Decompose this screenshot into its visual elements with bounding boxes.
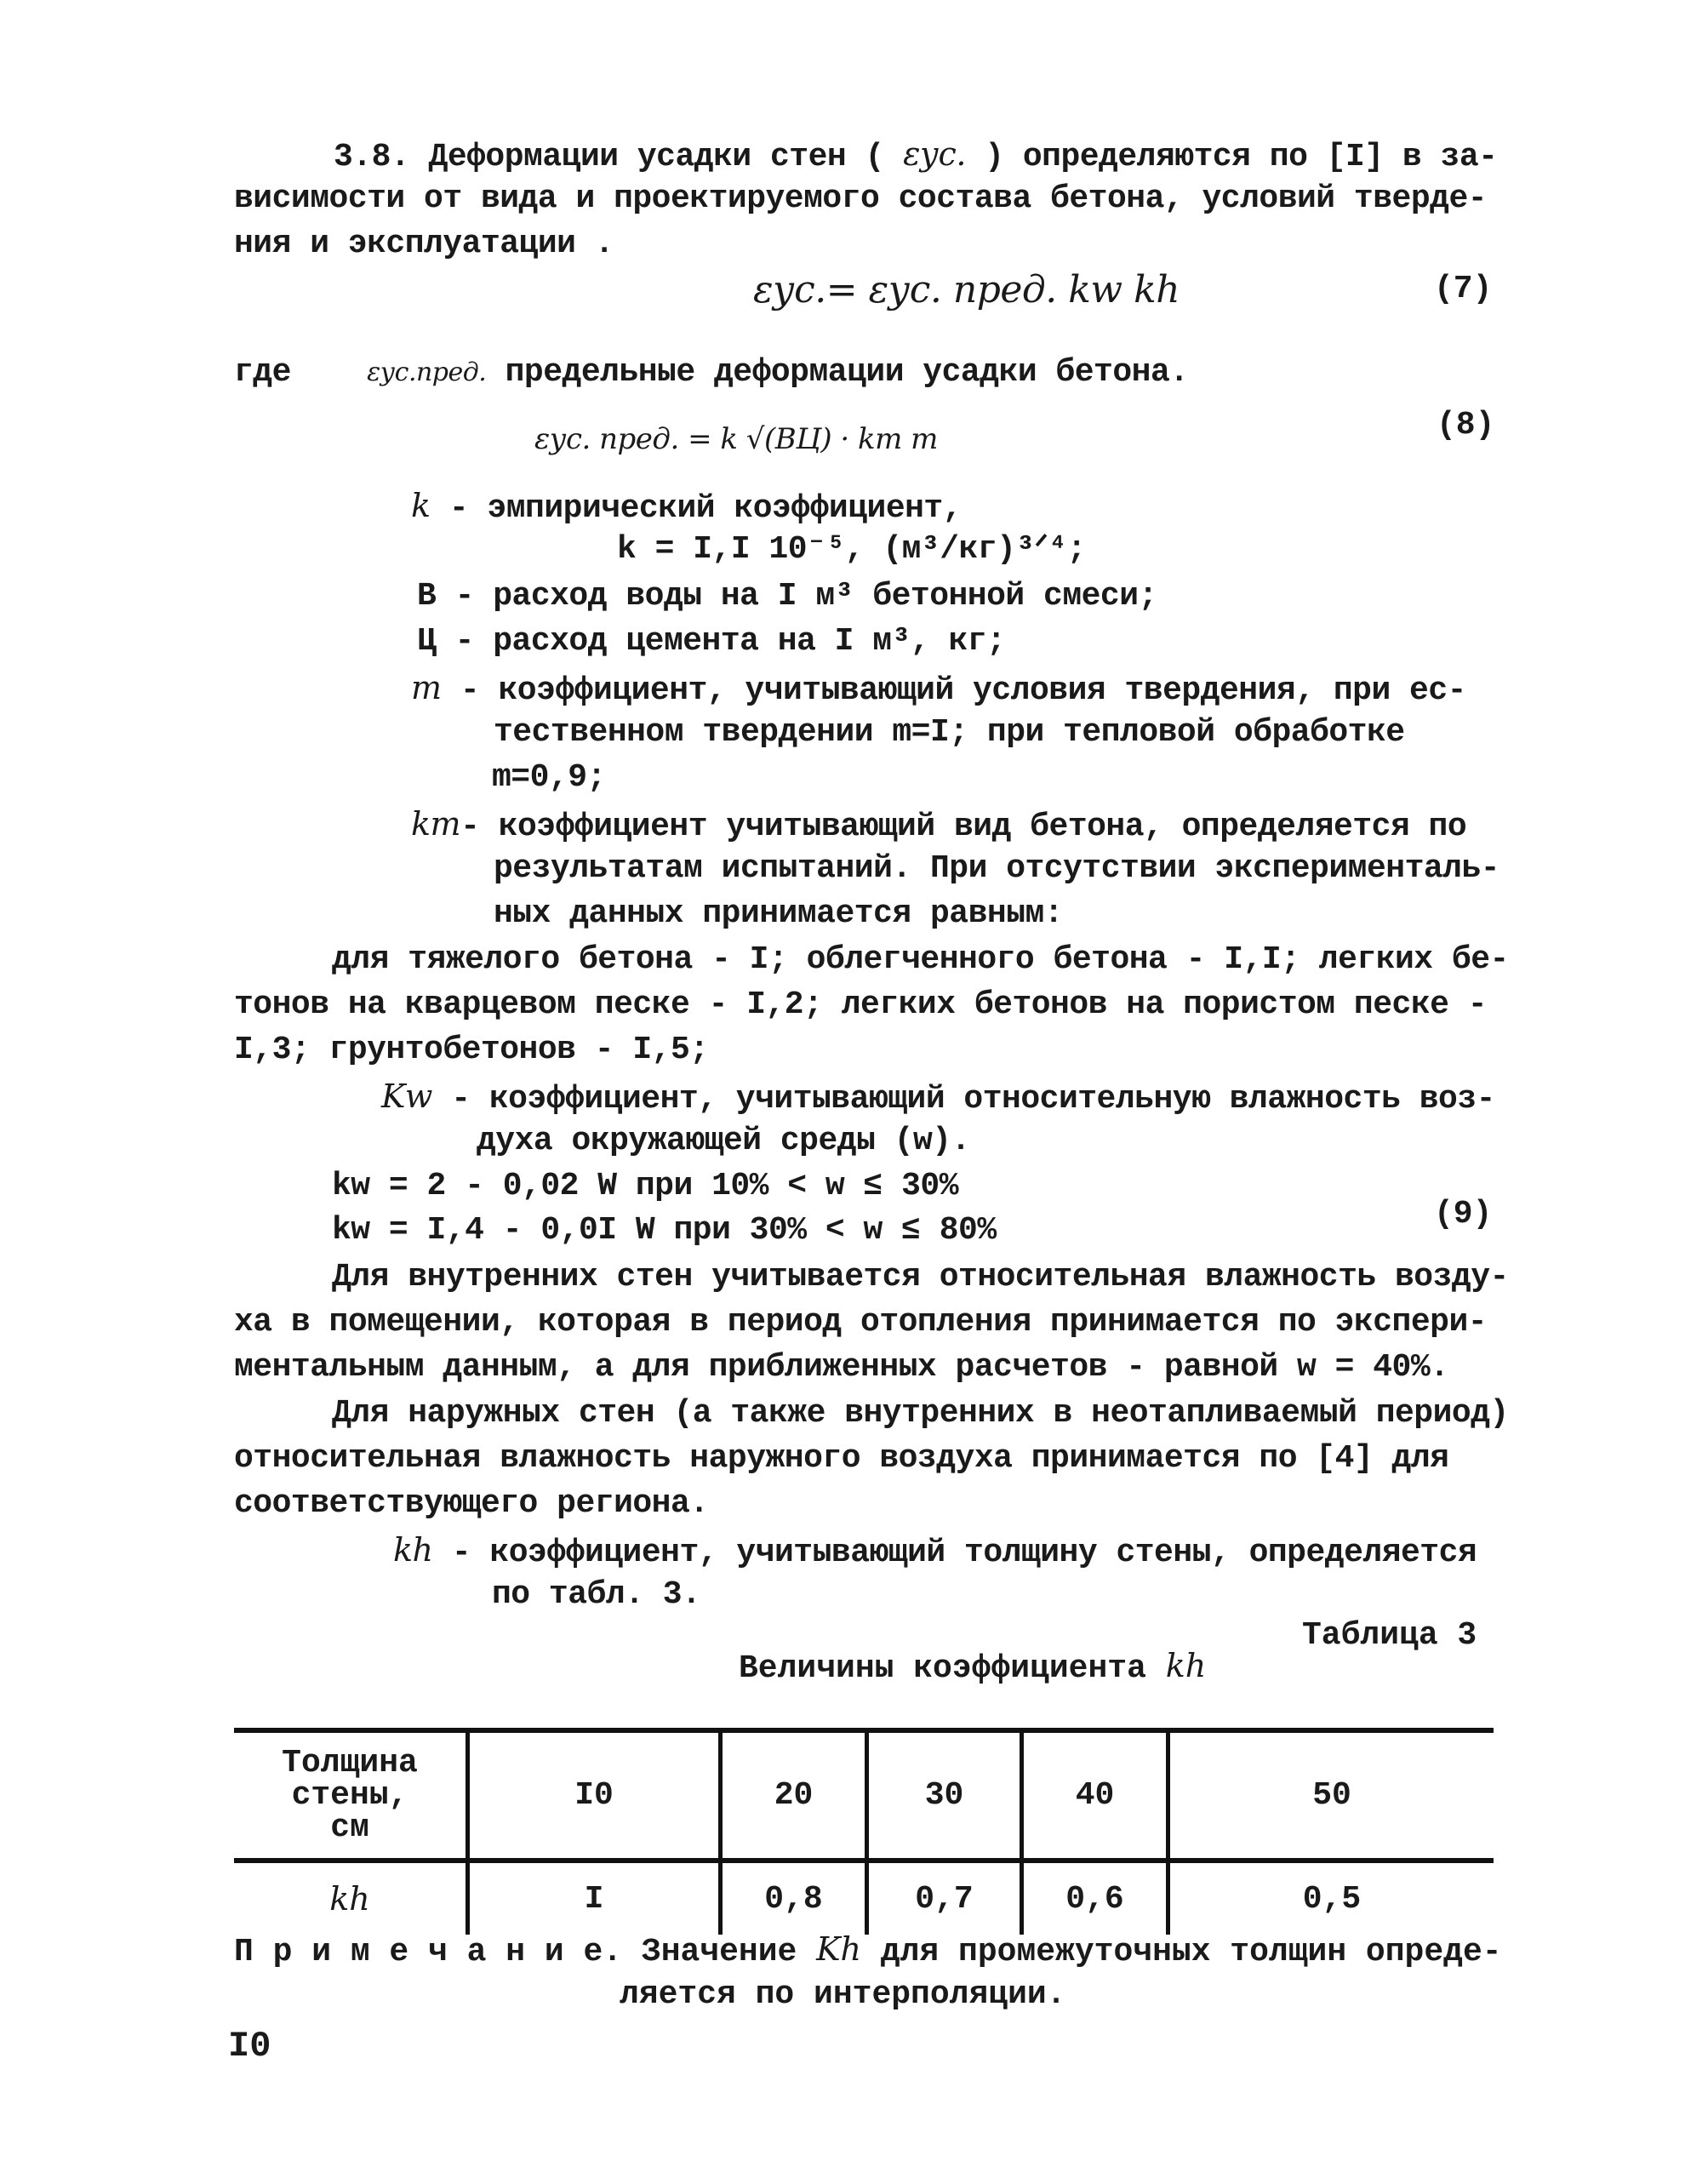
- kh-value-20: 0,8: [721, 1861, 867, 1935]
- kw-definition-2: духа окружающей среды (w).: [477, 1123, 970, 1159]
- outer-walls-3: соответствующего региона.: [234, 1485, 709, 1522]
- kt-definition: kт- коэффициент учитывающий вид бетона, определяется по: [411, 805, 1467, 845]
- table-title: Величины коэффициента kh: [739, 1647, 1207, 1687]
- kh-value-10: I: [468, 1861, 721, 1935]
- kh-symbol: kh: [393, 1531, 433, 1569]
- kw-definition: Kw - коэффициент, учитывающий относительную влажность воз-: [381, 1078, 1495, 1118]
- header-label-cell: Толщина стены, см: [234, 1730, 468, 1861]
- concrete-types-3: I,3; грунтобетонов - I,5;: [234, 1032, 709, 1068]
- section-line-3: ния и эксплуатации .: [234, 226, 614, 262]
- kh-definition: kh - коэффициент, учитывающий толщину стены, определяется: [393, 1531, 1477, 1571]
- k-symbol: k: [411, 487, 431, 524]
- kh-value-30: 0,7: [867, 1861, 1022, 1935]
- table-note: П р и м е ч а н и е. Значение Kh для промежуточных толщин опреде-: [234, 1930, 1502, 1970]
- table-label: Таблица 3: [1302, 1617, 1477, 1654]
- outer-walls-1: Для наружных стен (а также внутренних в неотапливаемый период): [332, 1395, 1509, 1432]
- kw-formula-2: kw = I,4 - 0,0I W при 30% < w ≤ 80%: [332, 1212, 997, 1249]
- page-number: I0: [228, 2026, 271, 2067]
- table-row: [234, 1861, 1494, 1935]
- kt-definition-2: результатам испытаний. При отсутствии эксперименталь-: [494, 850, 1500, 887]
- kw-symbol: Kw: [381, 1078, 432, 1115]
- k-definition: k - эмпирический коэффициент,: [411, 487, 963, 527]
- table-title-symbol: kh: [1165, 1647, 1207, 1684]
- formula-7: εус.= εус. пред. kw kh: [753, 268, 1180, 312]
- m-definition: m - коэффициент, учитывающий условия твердения, при ес-: [411, 669, 1466, 709]
- inner-walls-2: ха в помещении, которая в период отопления принимается по экспери-: [234, 1304, 1488, 1341]
- table-header-row: [234, 1730, 1494, 1861]
- where-line: где εус.пред. предельные деформации усадки бетона.: [234, 354, 1189, 391]
- eps-pred-symbol: εус.пред.: [367, 357, 487, 387]
- header-thickness-10: I0: [468, 1730, 721, 1861]
- header-thickness-20: 20: [721, 1730, 867, 1861]
- kt-definition-3: ных данных принимается равным:: [494, 895, 1064, 932]
- kt-symbol: kт: [411, 805, 461, 843]
- outer-walls-2: относительная влажность наружного воздуха принимается по [4] для: [234, 1440, 1449, 1477]
- header-thickness-30: 30: [867, 1730, 1022, 1861]
- equation-number-9: (9): [1434, 1196, 1493, 1232]
- kh-value-50: 0,5: [1168, 1861, 1494, 1935]
- concrete-types-1: для тяжелого бетона - I; облегченного бетона - I,I; легких бе-: [332, 941, 1509, 978]
- section-line-1: 3.8. Деформации усадки стен ( εус. ) определяются по [I] в за-: [334, 135, 1498, 175]
- table-note-2: ляется по интерполяции.: [620, 1976, 1066, 2013]
- equation-number-8: (8): [1437, 407, 1495, 443]
- m-symbol: m: [411, 669, 442, 706]
- kh-table: [234, 1728, 1494, 1935]
- k-value: k = I,I 10⁻⁵, (м³/кг)³ᐟ⁴;: [617, 531, 1086, 568]
- header-thickness-50: 50: [1168, 1730, 1494, 1861]
- note-symbol: Kh: [816, 1930, 862, 1968]
- inner-walls-1: Для внутренних стен учитывается относительная влажность возду-: [332, 1259, 1509, 1295]
- concrete-types-2: тонов на кварцевом песке - I,2; легких бетонов на пористом песке -: [234, 986, 1488, 1023]
- kh-definition-2: по табл. 3.: [492, 1576, 701, 1613]
- m-definition-3: m=0,9;: [492, 759, 606, 796]
- row-label-cell: kh: [234, 1861, 468, 1935]
- kw-formula-1: kw = 2 - 0,02 W при 10% < w ≤ 30%: [332, 1168, 959, 1204]
- inner-walls-3: ментальным данным, а для приближенных расчетов - равной w = 40%.: [234, 1349, 1449, 1386]
- m-definition-2: тественном твердении m=I; при тепловой обработке: [494, 714, 1405, 751]
- equation-number-7: (7): [1434, 271, 1493, 307]
- header-thickness-40: 40: [1022, 1730, 1168, 1861]
- kh-value-40: 0,6: [1022, 1861, 1168, 1935]
- water-definition: В - расход воды на I м³ бетонной смеси;: [417, 578, 1157, 615]
- section-line-2: висимости от вида и проектируемого состава бетона, условий тверде-: [234, 180, 1488, 217]
- formula-8: εус. пред. = k √(ВЦ) · kт m: [534, 422, 938, 456]
- cement-definition: Ц - расход цемента на I м³, кг;: [417, 623, 1006, 660]
- eps-symbol: εус.: [903, 135, 966, 173]
